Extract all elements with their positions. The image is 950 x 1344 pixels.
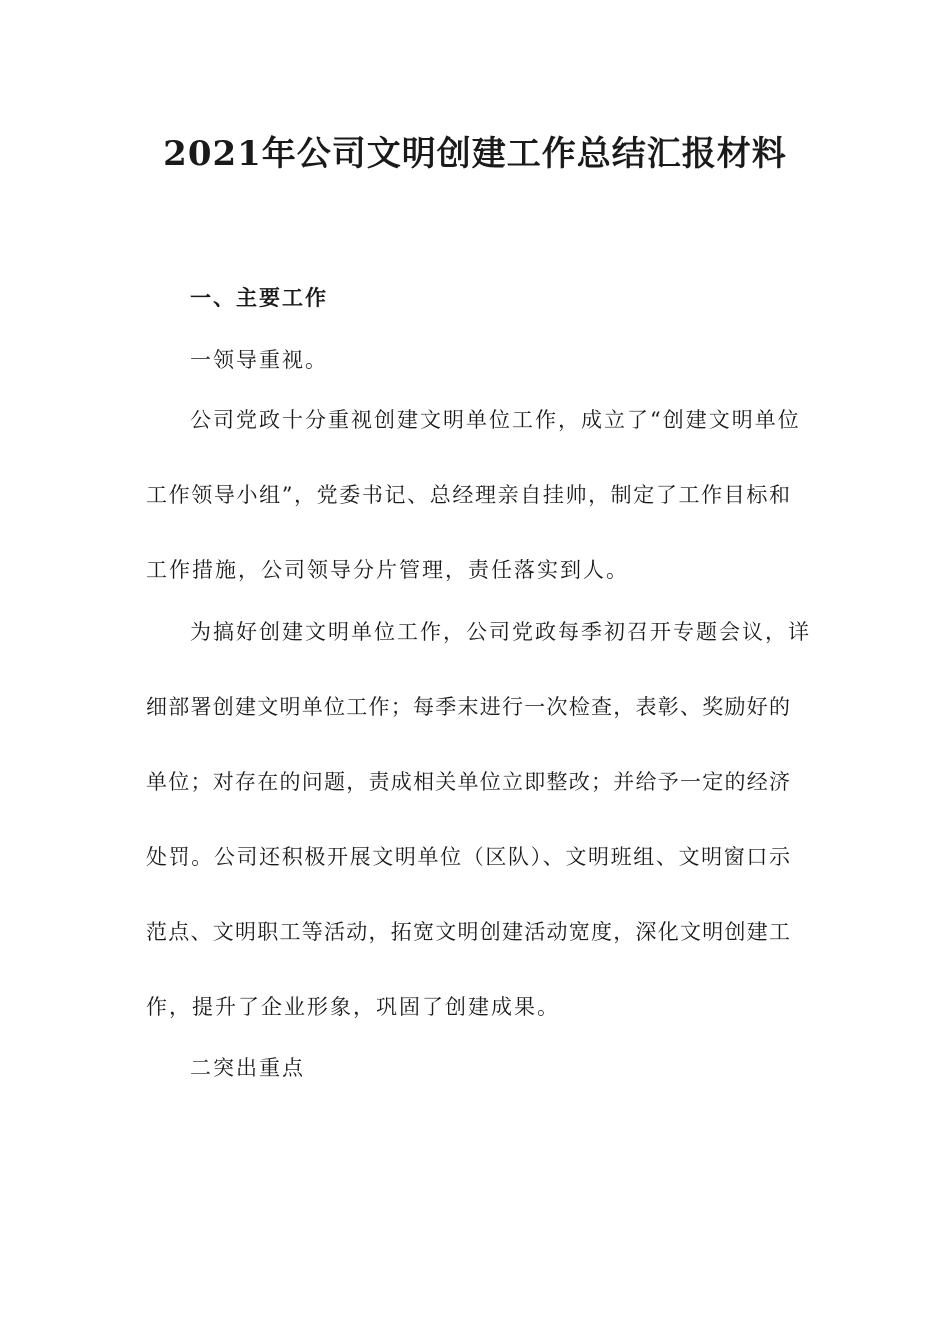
paragraph-2-line-5: 范点、文明职工等活动，拓宽文明创建活动宽度，深化文明创建工 (146, 920, 790, 944)
paragraph-2-line-3: 单位；对存在的问题，责成相关单位立即整改；并给予一定的经济 (146, 770, 790, 794)
paragraph-2-line-6: 作，提升了企业形象，巩固了创建成果。 (146, 995, 560, 1019)
paragraph-1-line-2: 工作领导小组”，党委书记、总经理亲自挂帅，制定了工作目标和 (146, 483, 790, 507)
paragraph-1-line-3: 工作措施，公司领导分片管理，责任落实到人。 (146, 558, 629, 582)
paragraph-2-line-4: 处罚。公司还积极开展文明单位（区队）、文明班组、文明窗口示 (146, 845, 790, 869)
section-heading-main-work: 一、主要工作 (190, 286, 328, 310)
paragraph-2-line-1: 为搞好创建文明单位工作，公司党政每季初召开专题会议，详 (190, 620, 811, 644)
subheading-key-focus: 二突出重点 (190, 1056, 305, 1080)
subheading-leadership: 一领导重视。 (190, 348, 328, 372)
document-title: 2021年公司文明创建工作总结汇报材料 (163, 134, 787, 174)
paragraph-1-line-1: 公司党政十分重视创建文明单位工作，成立了“创建文明单位 (190, 408, 801, 432)
paragraph-2-line-2: 细部署创建文明单位工作；每季末进行一次检查，表彰、奖励好的 (146, 695, 790, 719)
